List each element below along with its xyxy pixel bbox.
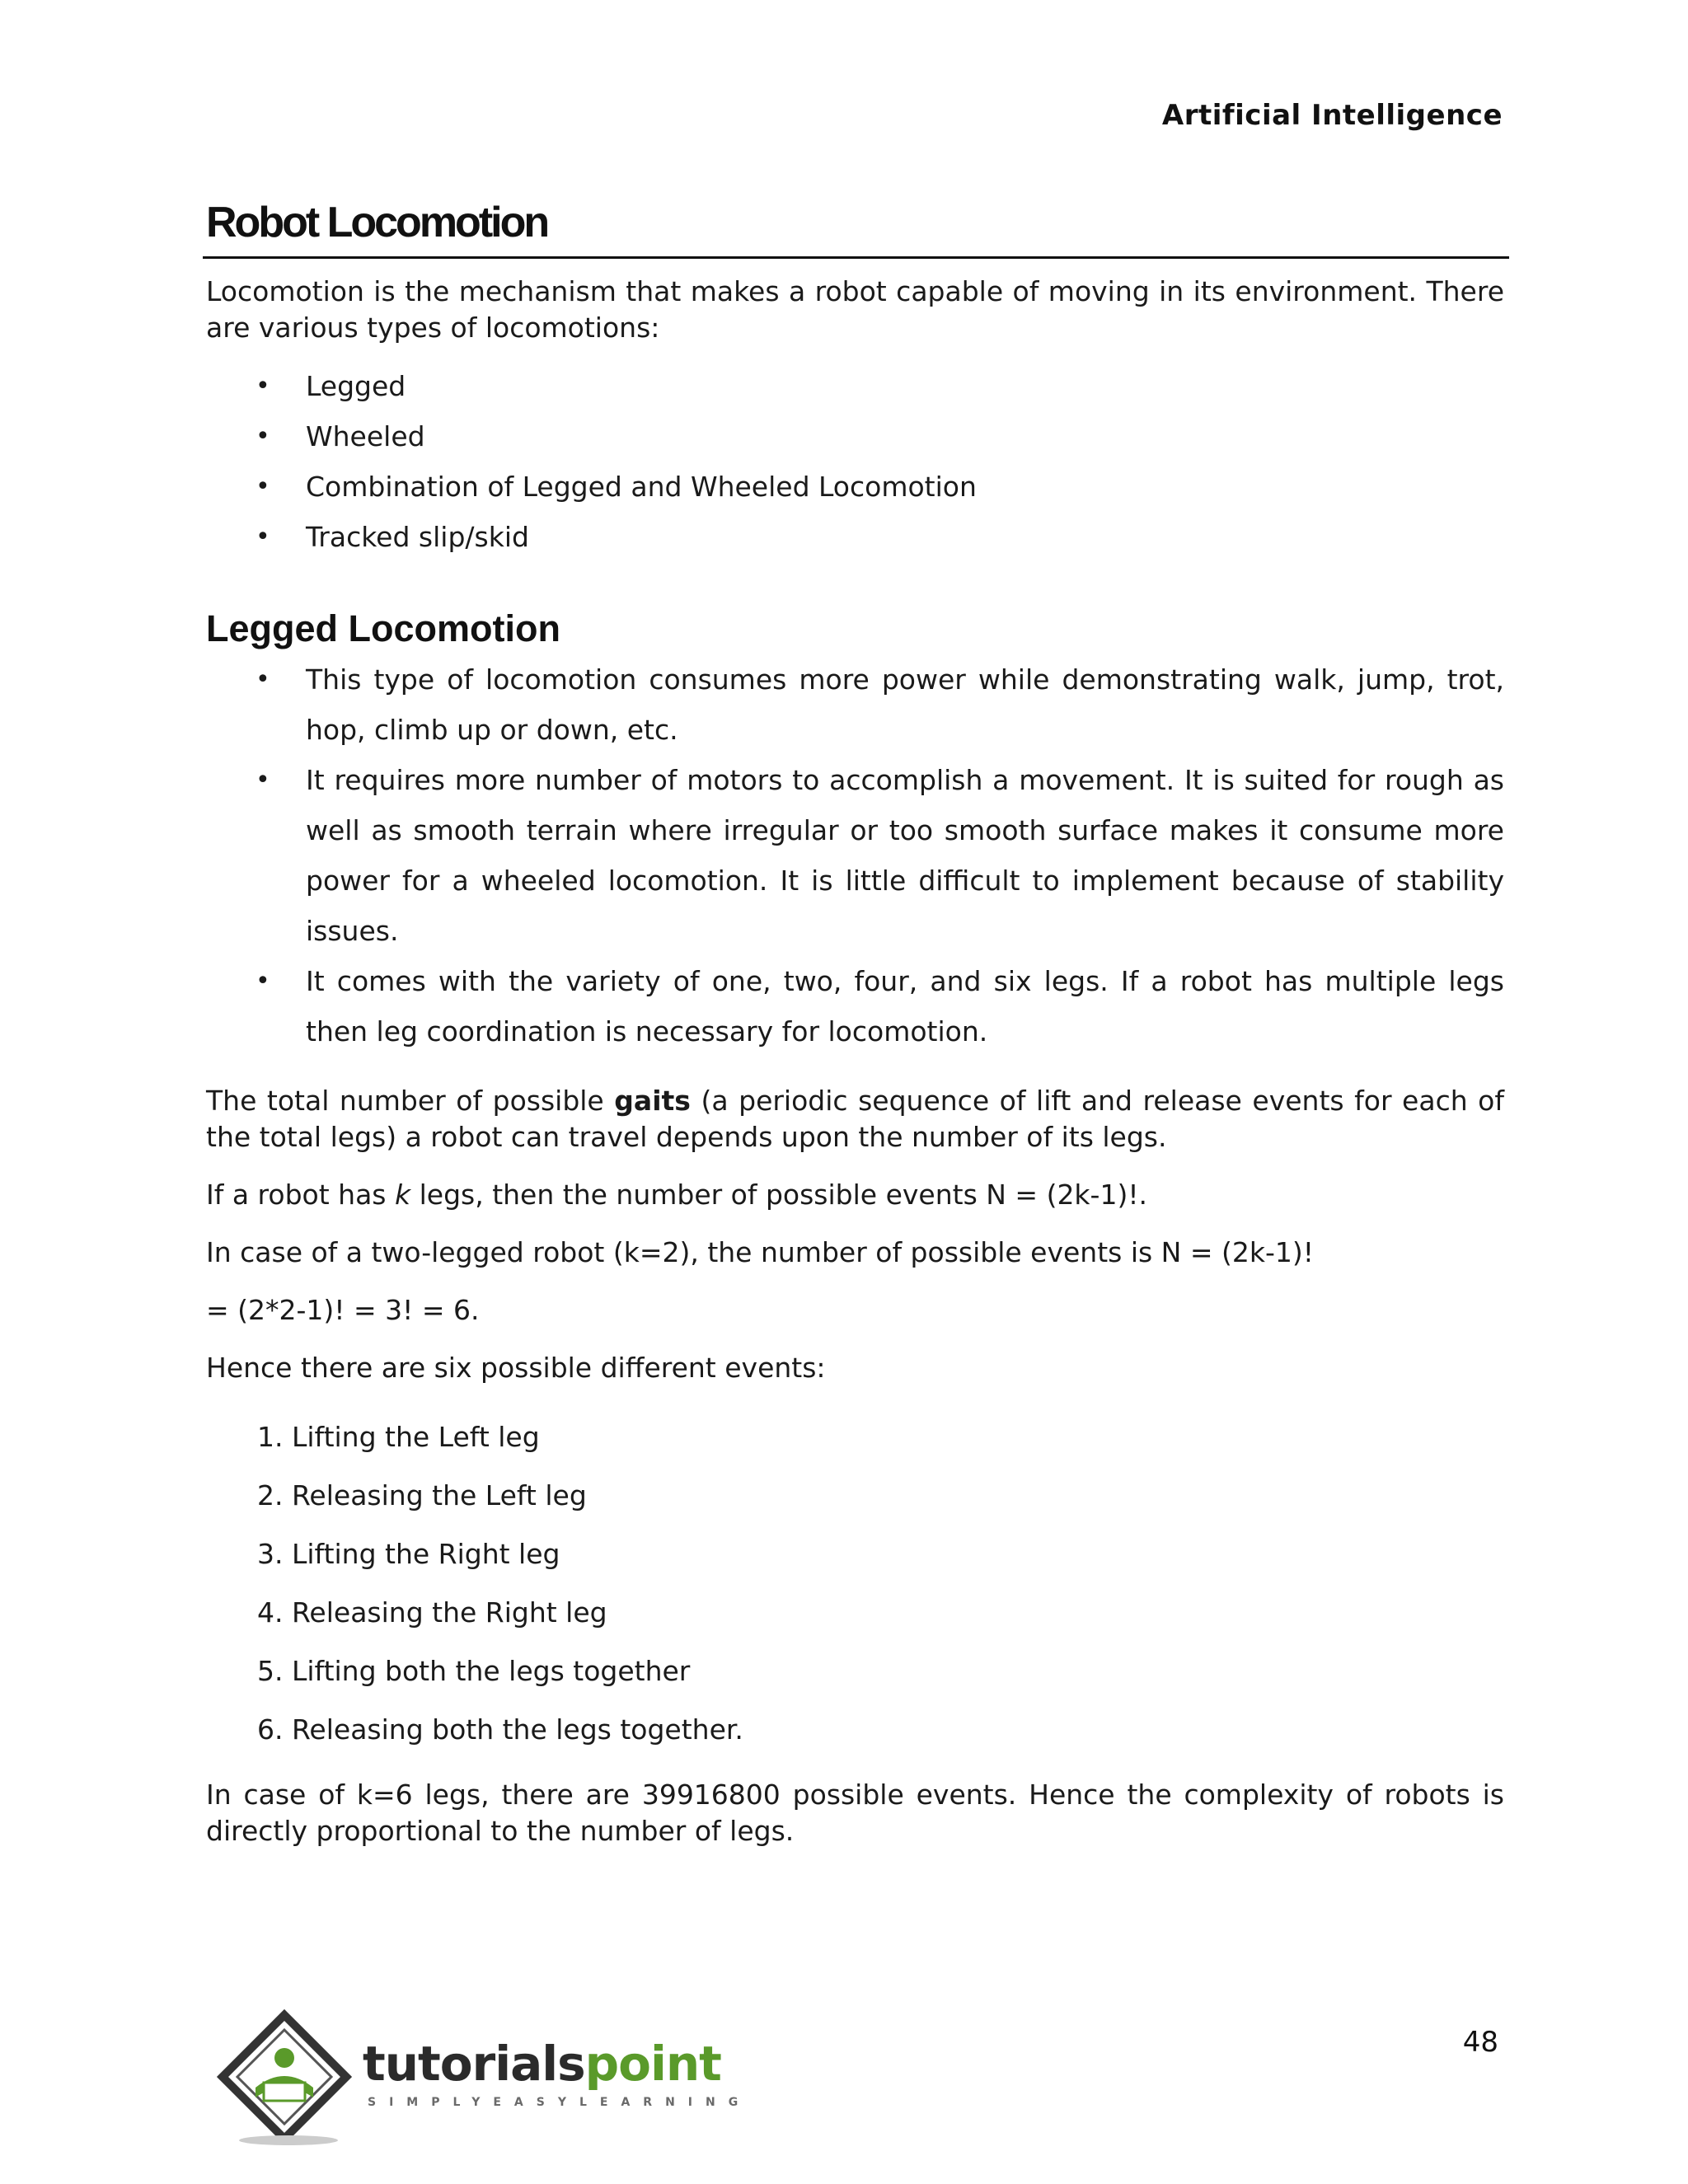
formula-text-pre: If a robot has — [206, 1179, 395, 1211]
list-item: 6. Releasing both the legs together. — [257, 1713, 743, 1746]
bullet-icon: • — [256, 523, 270, 551]
bullet-icon: • — [256, 967, 270, 996]
legged-bullets-list — [206, 654, 1504, 1057]
list-item-text: It comes with the variety of one, two, four, and six legs. If a robot has multiple legs then leg coordination is necessary for locomotion. — [306, 965, 1504, 1047]
formula-variable: k — [394, 1179, 411, 1211]
subsection-title: Legged Locomotion — [206, 607, 560, 649]
list-item-text: It requires more number of motors to accomplish a movement. It is suited for rough as well as smooth terrain where irregular or too smooth surface makes it consume more power for a wheeled locomotion. It is little difficult to implement because of stability issues. — [306, 764, 1504, 947]
logo-tagline: SIMPLYEASYLEARNING — [368, 2096, 752, 2109]
logo-word-point: point — [584, 2036, 721, 2092]
bullet-icon: • — [256, 766, 270, 794]
formula-paragraph — [206, 1177, 1504, 1213]
conclusion-paragraph: In case of k=6 legs, there are 39916800 possible events. Hence the complexity of robots is directly proportional to the number of legs. — [206, 1779, 1504, 1847]
events-intro: Hence there are six possible different events: — [206, 1352, 826, 1384]
gaits-text-post: (a periodic sequence of lift and release events for each of the total legs) a robot can travel depends upon the number of its legs. — [206, 1085, 1504, 1153]
list-item-text: Wheeled — [306, 420, 425, 452]
tutorialspoint-logo-icon — [214, 2007, 354, 2147]
bullet-icon: • — [256, 372, 270, 401]
list-item-text: Combination of Legged and Wheeled Locomotion — [306, 471, 977, 503]
list-item — [206, 361, 1504, 411]
two-legged-paragraph: In case of a two-legged robot (k=2), the number of possible events is N = (2k-1)! — [206, 1236, 1314, 1268]
calculation-line: = (2*2-1)! = 3! = 6. — [206, 1294, 480, 1326]
list-item — [206, 654, 1504, 755]
bullet-icon: • — [256, 665, 270, 694]
list-item: 1. Lifting the Left leg — [257, 1421, 540, 1453]
list-item: 4. Releasing the Right leg — [257, 1596, 607, 1629]
page-content — [206, 196, 1504, 1849]
list-item-text: Tracked slip/skid — [306, 521, 529, 553]
list-item: 5. Lifting both the legs together — [257, 1655, 691, 1687]
list-item-text: Legged — [306, 370, 406, 402]
events-list — [206, 1408, 1504, 1759]
list-item: 2. Releasing the Left leg — [257, 1479, 587, 1511]
locomotion-types-list — [206, 361, 1504, 562]
section-title: Robot Locomotion — [203, 196, 1509, 259]
page-number: 48 — [1462, 2026, 1498, 2059]
list-item-text: This type of locomotion consumes more power while demonstrating walk, jump, trot, hop, climb up or down, etc. — [306, 663, 1504, 746]
bullet-icon: • — [256, 422, 270, 451]
tutorialspoint-logo — [214, 2007, 752, 2147]
logo-word-tutorials: tutorials — [363, 2036, 585, 2092]
logo-wordmark — [363, 2036, 721, 2092]
intro-paragraph: Locomotion is the mechanism that makes a robot capable of moving in its environment. There are various types of locomotions: — [206, 275, 1504, 344]
bullet-icon: • — [256, 472, 270, 501]
list-item: 3. Lifting the Right leg — [257, 1538, 560, 1570]
list-item — [206, 512, 1504, 562]
gaits-paragraph — [206, 1083, 1504, 1155]
list-item — [206, 755, 1504, 956]
list-item — [206, 956, 1504, 1057]
formula-text-post: legs, then the number of possible events N = (2k-1)!. — [410, 1179, 1148, 1211]
running-header: Artificial Intelligence — [1161, 99, 1503, 132]
gaits-text-pre: The total number of possible — [206, 1085, 615, 1117]
gaits-term: gaits — [614, 1085, 691, 1117]
list-item — [206, 411, 1504, 462]
list-item — [206, 462, 1504, 512]
